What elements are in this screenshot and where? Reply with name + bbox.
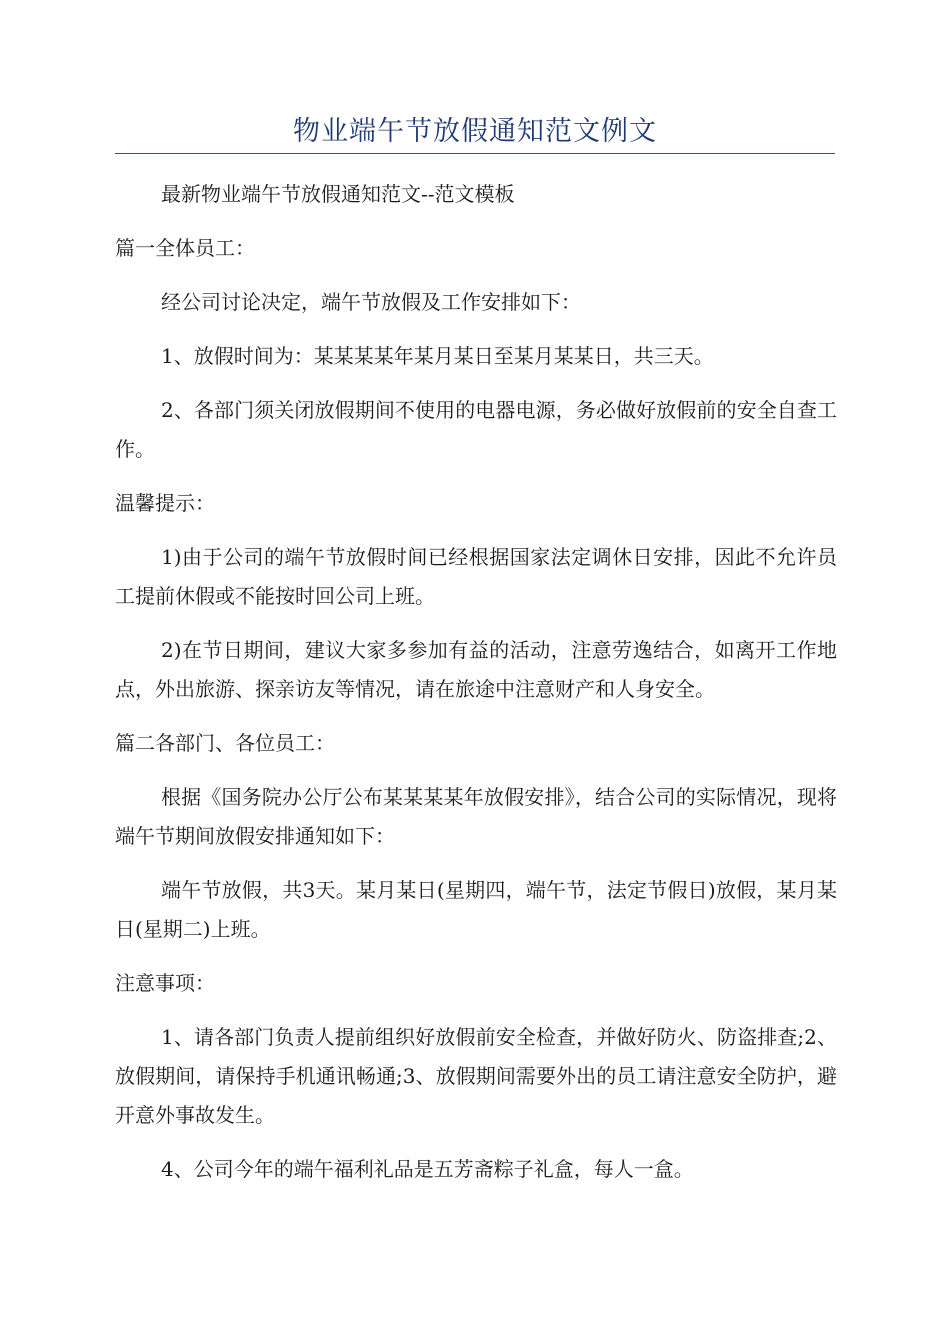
tips-heading: 温馨提示： bbox=[115, 491, 215, 515]
section-one-heading: 篇一全体员工： bbox=[115, 236, 255, 260]
title-underline bbox=[115, 153, 835, 154]
body-paragraph: 4、公司今年的端午福利礼品是五芳斋粽子礼盒，每人一盒。 bbox=[161, 1157, 694, 1181]
body-paragraph: 经公司讨论决定，端午节放假及工作安排如下： bbox=[161, 290, 581, 314]
body-paragraph: 1)由于公司的端午节放假时间已经根据国家法定调休日安排，因此不允许员工提前休假或不能按时回公司上班。 bbox=[115, 545, 837, 608]
document-title: 物业端午节放假通知范文例文 bbox=[293, 116, 657, 147]
body-paragraph: 1、放假时间为：某某某某年某月某日至某月某某日，共三天。 bbox=[161, 344, 714, 368]
body-paragraph: 1、请各部门负责人提前组织好放假前安全检查，并做好防火、防盗排查;2、放假期间，请保持手机通讯畅通;3、放假期间需要外出的员工请注意安全防护，避开意外事故发生。 bbox=[115, 1025, 837, 1127]
body-paragraph: 根据《国务院办公厅公布某某某某年放假安排》，结合公司的实际情况，现将端午节期间放假安排通知如下： bbox=[115, 785, 837, 848]
body-paragraph: 2)在节日期间，建议大家多参加有益的活动，注意劳逸结合，如离开工作地点，外出旅游、探亲访友等情况，请在旅途中注意财产和人身安全。 bbox=[115, 638, 837, 701]
body-paragraph: 端午节放假，共3天。某月某日(星期四，端午节，法定节假日)放假，某月某日(星期二)上班。 bbox=[115, 878, 837, 941]
notes-heading: 注意事项： bbox=[115, 971, 215, 995]
body-paragraph: 2、各部门须关闭放假期间不使用的电器电源，务必做好放假前的安全自查工作。 bbox=[115, 398, 837, 461]
section-two-heading: 篇二各部门、各位员工： bbox=[115, 731, 335, 755]
document-body bbox=[115, 175, 837, 1204]
subtitle-paragraph: 最新物业端午节放假通知范文--范文模板 bbox=[161, 182, 515, 206]
